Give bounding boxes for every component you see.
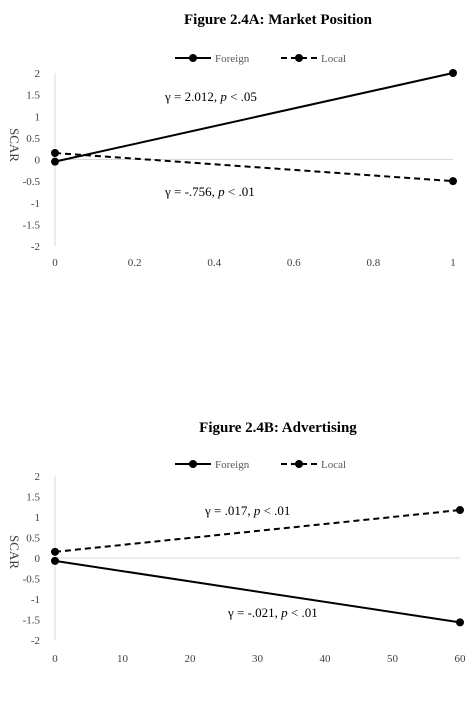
x-tick-label: 0.8 [366,257,381,269]
annotation-threshold: < .01 [287,605,318,620]
annotation-text: γ = .017, [205,503,254,518]
y-axis-label: SCAR [7,128,22,162]
annotation-label [164,184,255,199]
annotation-label [227,605,318,620]
legend [175,459,346,471]
annotation-p: p [281,605,288,620]
data-point-foreign [456,618,464,626]
y-tick-label: -2 [30,241,40,253]
x-tick-label: 10 [117,653,128,665]
chart-a [7,12,457,269]
y-tick-label: -1.5 [22,614,40,627]
chart-title: Figure 2.4B: Advertising [199,420,357,436]
annotation-threshold: < .01 [260,503,291,518]
annotation-p: p [253,503,261,518]
legend-label-local: Local [321,459,347,471]
annotation-text: γ = 2.012, [165,89,221,104]
data-point-local [51,149,59,157]
y-tick-label: -2 [30,635,40,647]
legend-marker-foreign [189,54,197,62]
series-line-foreign [55,73,453,162]
x-tick-label: 0 [52,653,58,665]
y-tick-label: 0 [34,553,40,565]
annotation-threshold: < .05 [226,89,257,104]
x-tick-label: 30 [252,653,263,665]
y-axis-label: SCAR [7,535,22,569]
data-point-foreign [51,158,59,166]
x-tick-label: 60 [454,653,466,665]
y-tick-label: 1 [34,512,40,524]
legend-marker-local [295,54,303,62]
y-tick-label: -0.5 [22,573,40,586]
y-tick-label: -1.5 [22,219,40,232]
y-tick-label: 0.5 [26,532,40,545]
annotation-text: γ = -.021, [228,605,282,620]
annotation-p: p [218,184,225,199]
legend-label-foreign: Foreign [215,53,250,65]
y-tick-label: -1 [30,594,40,606]
x-tick-label: 0 [52,257,58,269]
y-tick-label: -1 [30,197,40,210]
y-tick-label: 0.5 [26,132,40,145]
y-tick-label: -0.5 [22,176,40,189]
annotation-label [164,89,257,104]
y-tick-label: 1 [34,111,40,124]
annotation-p: p [220,89,227,104]
annotation-text: γ = -.756, [165,184,219,199]
y-tick-label: 1.5 [26,491,40,504]
x-tick-label: 0.4 [207,257,222,269]
y-tick-label: 2 [34,471,40,483]
annotation-label [204,503,290,518]
data-point-local [51,548,59,556]
data-point-local [456,506,464,514]
x-tick-label: 40 [319,653,331,665]
legend-marker-local [295,460,303,468]
legend-label-foreign: Foreign [215,459,250,471]
data-point-foreign [449,69,457,77]
data-point-local [449,177,457,185]
x-tick-label: 1 [450,257,456,269]
chart-title: Figure 2.4A: Market Position [183,12,373,28]
chart-b [7,420,466,665]
legend [175,53,346,65]
legend-label-local: Local [321,53,347,65]
x-tick-label: 0.2 [127,257,142,269]
x-tick-label: 0.6 [286,257,301,269]
annotation-threshold: < .01 [224,184,255,199]
x-tick-label: 20 [184,653,196,665]
x-tick-label: 50 [387,653,398,665]
series-line-local [55,153,453,181]
data-point-foreign [51,557,59,565]
y-tick-label: 1.5 [26,89,40,102]
y-tick-label: 2 [34,68,40,80]
legend-marker-foreign [189,460,197,468]
y-tick-label: 0 [34,154,40,167]
